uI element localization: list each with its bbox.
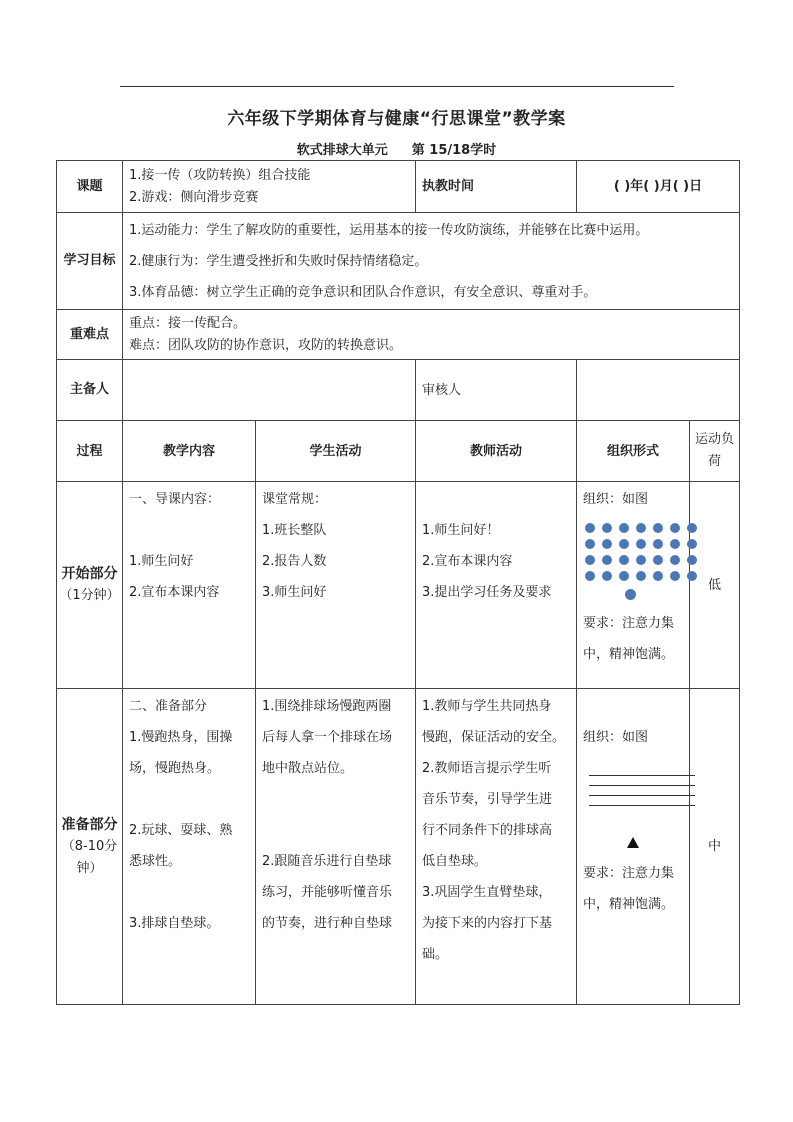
student-formation-grid — [585, 523, 685, 581]
student-line: 1.班长整队 — [262, 523, 327, 538]
student-dot — [653, 539, 663, 549]
org-gap — [583, 691, 685, 722]
page-subtitle — [0, 139, 793, 158]
staff-row — [57, 360, 740, 421]
student-line: 课堂常规： — [262, 492, 328, 507]
content-line: 二、准备部分 — [129, 699, 208, 714]
student-line: 1.围绕排球场慢跑两圈 — [262, 699, 392, 714]
unit-name: 软式排球大单元 — [296, 143, 388, 158]
header-student: 学生活动 — [256, 421, 416, 482]
student-dot — [619, 539, 629, 549]
student-line: 3.师生问好 — [262, 585, 327, 600]
teacher-gap — [422, 484, 572, 515]
org-label: 组织：如图 — [583, 492, 649, 507]
phase-warmup-row — [57, 689, 740, 1005]
court-line — [589, 775, 695, 785]
content-line: 2.玩球、耍球、熟 — [129, 823, 233, 838]
date-label: 执教时间 — [416, 161, 577, 213]
teacher-line: 1.师生问好！ — [422, 523, 500, 538]
student-dot — [636, 539, 646, 549]
student-dot — [687, 523, 697, 533]
student-dot — [602, 555, 612, 565]
teacher-line: 3.巩固学生直臂垫球， — [422, 885, 552, 900]
header-process: 过程 — [57, 421, 123, 482]
content-line: 2.宣布本课内容 — [129, 585, 220, 600]
court-line — [589, 785, 695, 795]
key-points-cell — [123, 310, 740, 360]
org-requirement-line: 要求：注意力集 — [583, 616, 675, 631]
phase-warmup-organization — [577, 689, 690, 1005]
teacher-line: 础。 — [422, 947, 449, 962]
topic-label: 课题 — [57, 161, 123, 213]
teacher-position-dot — [625, 589, 636, 600]
phase-warmup-content — [123, 689, 256, 1005]
reviewer-field[interactable] — [577, 360, 740, 421]
content-line: 1.师生问好 — [129, 554, 194, 569]
content-gap — [129, 784, 251, 815]
topic-line: 1.接一传（攻防转换）组合技能 — [129, 167, 311, 183]
student-line: 练习，并能够听懂音乐 — [262, 885, 393, 900]
student-dot — [636, 523, 646, 533]
content-line: 场，慢跑热身。 — [129, 761, 221, 776]
period-label: 第 15/18学时 — [411, 143, 497, 158]
phase-warmup-time: （8-10分钟） — [61, 838, 118, 876]
column-header-row — [57, 421, 740, 482]
student-line: 2.跟随音乐进行自垫球 — [262, 854, 392, 869]
org-requirement-line: 要求：注意力集 — [583, 866, 675, 881]
key-point-line: 难点：团队攻防的协作意识，攻防的转换意识。 — [129, 337, 403, 353]
content-line: 一、导课内容： — [129, 492, 221, 507]
teacher-line: 行不同条件下的排球高 — [422, 823, 553, 838]
content-line: 悉球性。 — [129, 854, 182, 869]
content-gap — [129, 877, 251, 908]
key-point-line: 重点：接一传配合。 — [129, 315, 247, 331]
topic-row — [57, 161, 740, 213]
header-content: 教学内容 — [123, 421, 256, 482]
student-dot — [619, 555, 629, 565]
content-line: 1.慢跑热身，围操 — [129, 730, 233, 745]
student-dot — [670, 539, 680, 549]
header-organization: 组织形式 — [577, 421, 690, 482]
teacher-line: 2.宣布本课内容 — [422, 554, 513, 569]
teacher-triangle-icon — [627, 837, 639, 848]
header-load: 运动负荷 — [690, 421, 740, 482]
phase-start-organization — [577, 482, 690, 689]
court-line — [589, 795, 695, 805]
phase-warmup-name: 准备部分 — [61, 816, 118, 833]
org-label: 组织：如图 — [583, 730, 649, 745]
teacher-line: 音乐节奏，引导学生进 — [422, 792, 553, 807]
phase-start-time: （1分钟） — [59, 588, 120, 603]
student-dot — [585, 555, 595, 565]
phase-warmup-label — [57, 689, 123, 1005]
student-dot — [585, 523, 595, 533]
student-line: 后每人拿一个排球在场 — [262, 730, 393, 745]
phase-start-name: 开始部分 — [61, 566, 118, 582]
student-dot — [670, 555, 680, 565]
topic-cell — [123, 161, 416, 213]
student-dot — [670, 523, 680, 533]
student-line: 2.报告人数 — [262, 554, 327, 569]
student-dot — [636, 555, 646, 565]
preparer-field[interactable] — [123, 360, 416, 421]
phase-start-student — [256, 482, 416, 689]
phase-warmup-load: 中 — [690, 689, 740, 1005]
student-gap — [262, 784, 411, 815]
preparer-label: 主备人 — [57, 360, 123, 421]
student-dot — [687, 571, 697, 581]
student-dot — [585, 539, 595, 549]
court-lines-diagram — [589, 775, 695, 815]
student-line: 地中散点站位。 — [262, 761, 354, 776]
student-dot — [687, 555, 697, 565]
student-dot — [653, 571, 663, 581]
phase-start-load: 低 — [690, 482, 740, 689]
phase-start-row — [57, 482, 740, 689]
student-line: 的节奏，进行种自垫球 — [262, 916, 393, 931]
phase-start-content — [123, 482, 256, 689]
goals-label — [57, 213, 123, 310]
lesson-plan-table — [56, 160, 740, 1005]
header-rule — [120, 86, 674, 87]
teacher-line: 为接下来的内容打下基 — [422, 916, 553, 931]
student-dot — [619, 571, 629, 581]
date-field[interactable]: ( )年( )月( )日 — [577, 161, 740, 213]
goals-cell — [123, 213, 740, 310]
goals-label-text: 学习目标 — [63, 253, 116, 268]
phase-start-label — [57, 482, 123, 689]
teacher-line: 低自垫球。 — [422, 854, 488, 869]
student-dot — [687, 539, 697, 549]
court-line — [589, 805, 695, 815]
teacher-line: 慢跑，保证活动的安全。 — [422, 730, 566, 745]
student-dot — [602, 539, 612, 549]
goals-row — [57, 213, 740, 310]
content-line: 3.排球自垫球。 — [129, 916, 220, 931]
student-dot — [653, 555, 663, 565]
content-gap — [129, 515, 251, 546]
phase-start-teacher — [416, 482, 577, 689]
goal-line: 2.健康行为：学生遭受挫折和失败时保持情绪稳定。 — [129, 253, 428, 269]
teacher-line: 2.教师语言提示学生听 — [422, 761, 552, 776]
topic-line: 2.游戏：侧向滑步竞赛 — [129, 189, 259, 205]
student-gap — [262, 815, 411, 846]
org-requirement-line: 中，精神饱满。 — [583, 897, 675, 912]
teacher-line: 3.提出学习任务及要求 — [422, 585, 552, 600]
phase-warmup-student — [256, 689, 416, 1005]
header-teacher: 教师活动 — [416, 421, 577, 482]
key-points-label: 重难点 — [57, 310, 123, 360]
goal-line: 3.体育品德：树立学生正确的竞争意识和团队合作意识，有安全意识、尊重对手。 — [129, 284, 597, 300]
student-dot — [602, 523, 612, 533]
student-dot — [653, 523, 663, 533]
page-title: 六年级下学期体育与健康“行思课堂”教学案 — [227, 109, 566, 129]
key-points-row — [57, 310, 740, 360]
goal-line: 1.运动能力：学生了解攻防的重要性，运用基本的接一传攻防演练，并能够在比赛中运用。 — [129, 222, 649, 238]
org-requirement-line: 中，精神饱满。 — [583, 647, 675, 662]
reviewer-label: 审核人 — [416, 360, 577, 421]
student-dot — [670, 571, 680, 581]
student-dot — [619, 523, 629, 533]
student-dot — [602, 571, 612, 581]
teacher-line: 1.教师与学生共同热身 — [422, 699, 552, 714]
phase-warmup-teacher — [416, 689, 577, 1005]
student-dot — [636, 571, 646, 581]
student-dot — [585, 571, 595, 581]
